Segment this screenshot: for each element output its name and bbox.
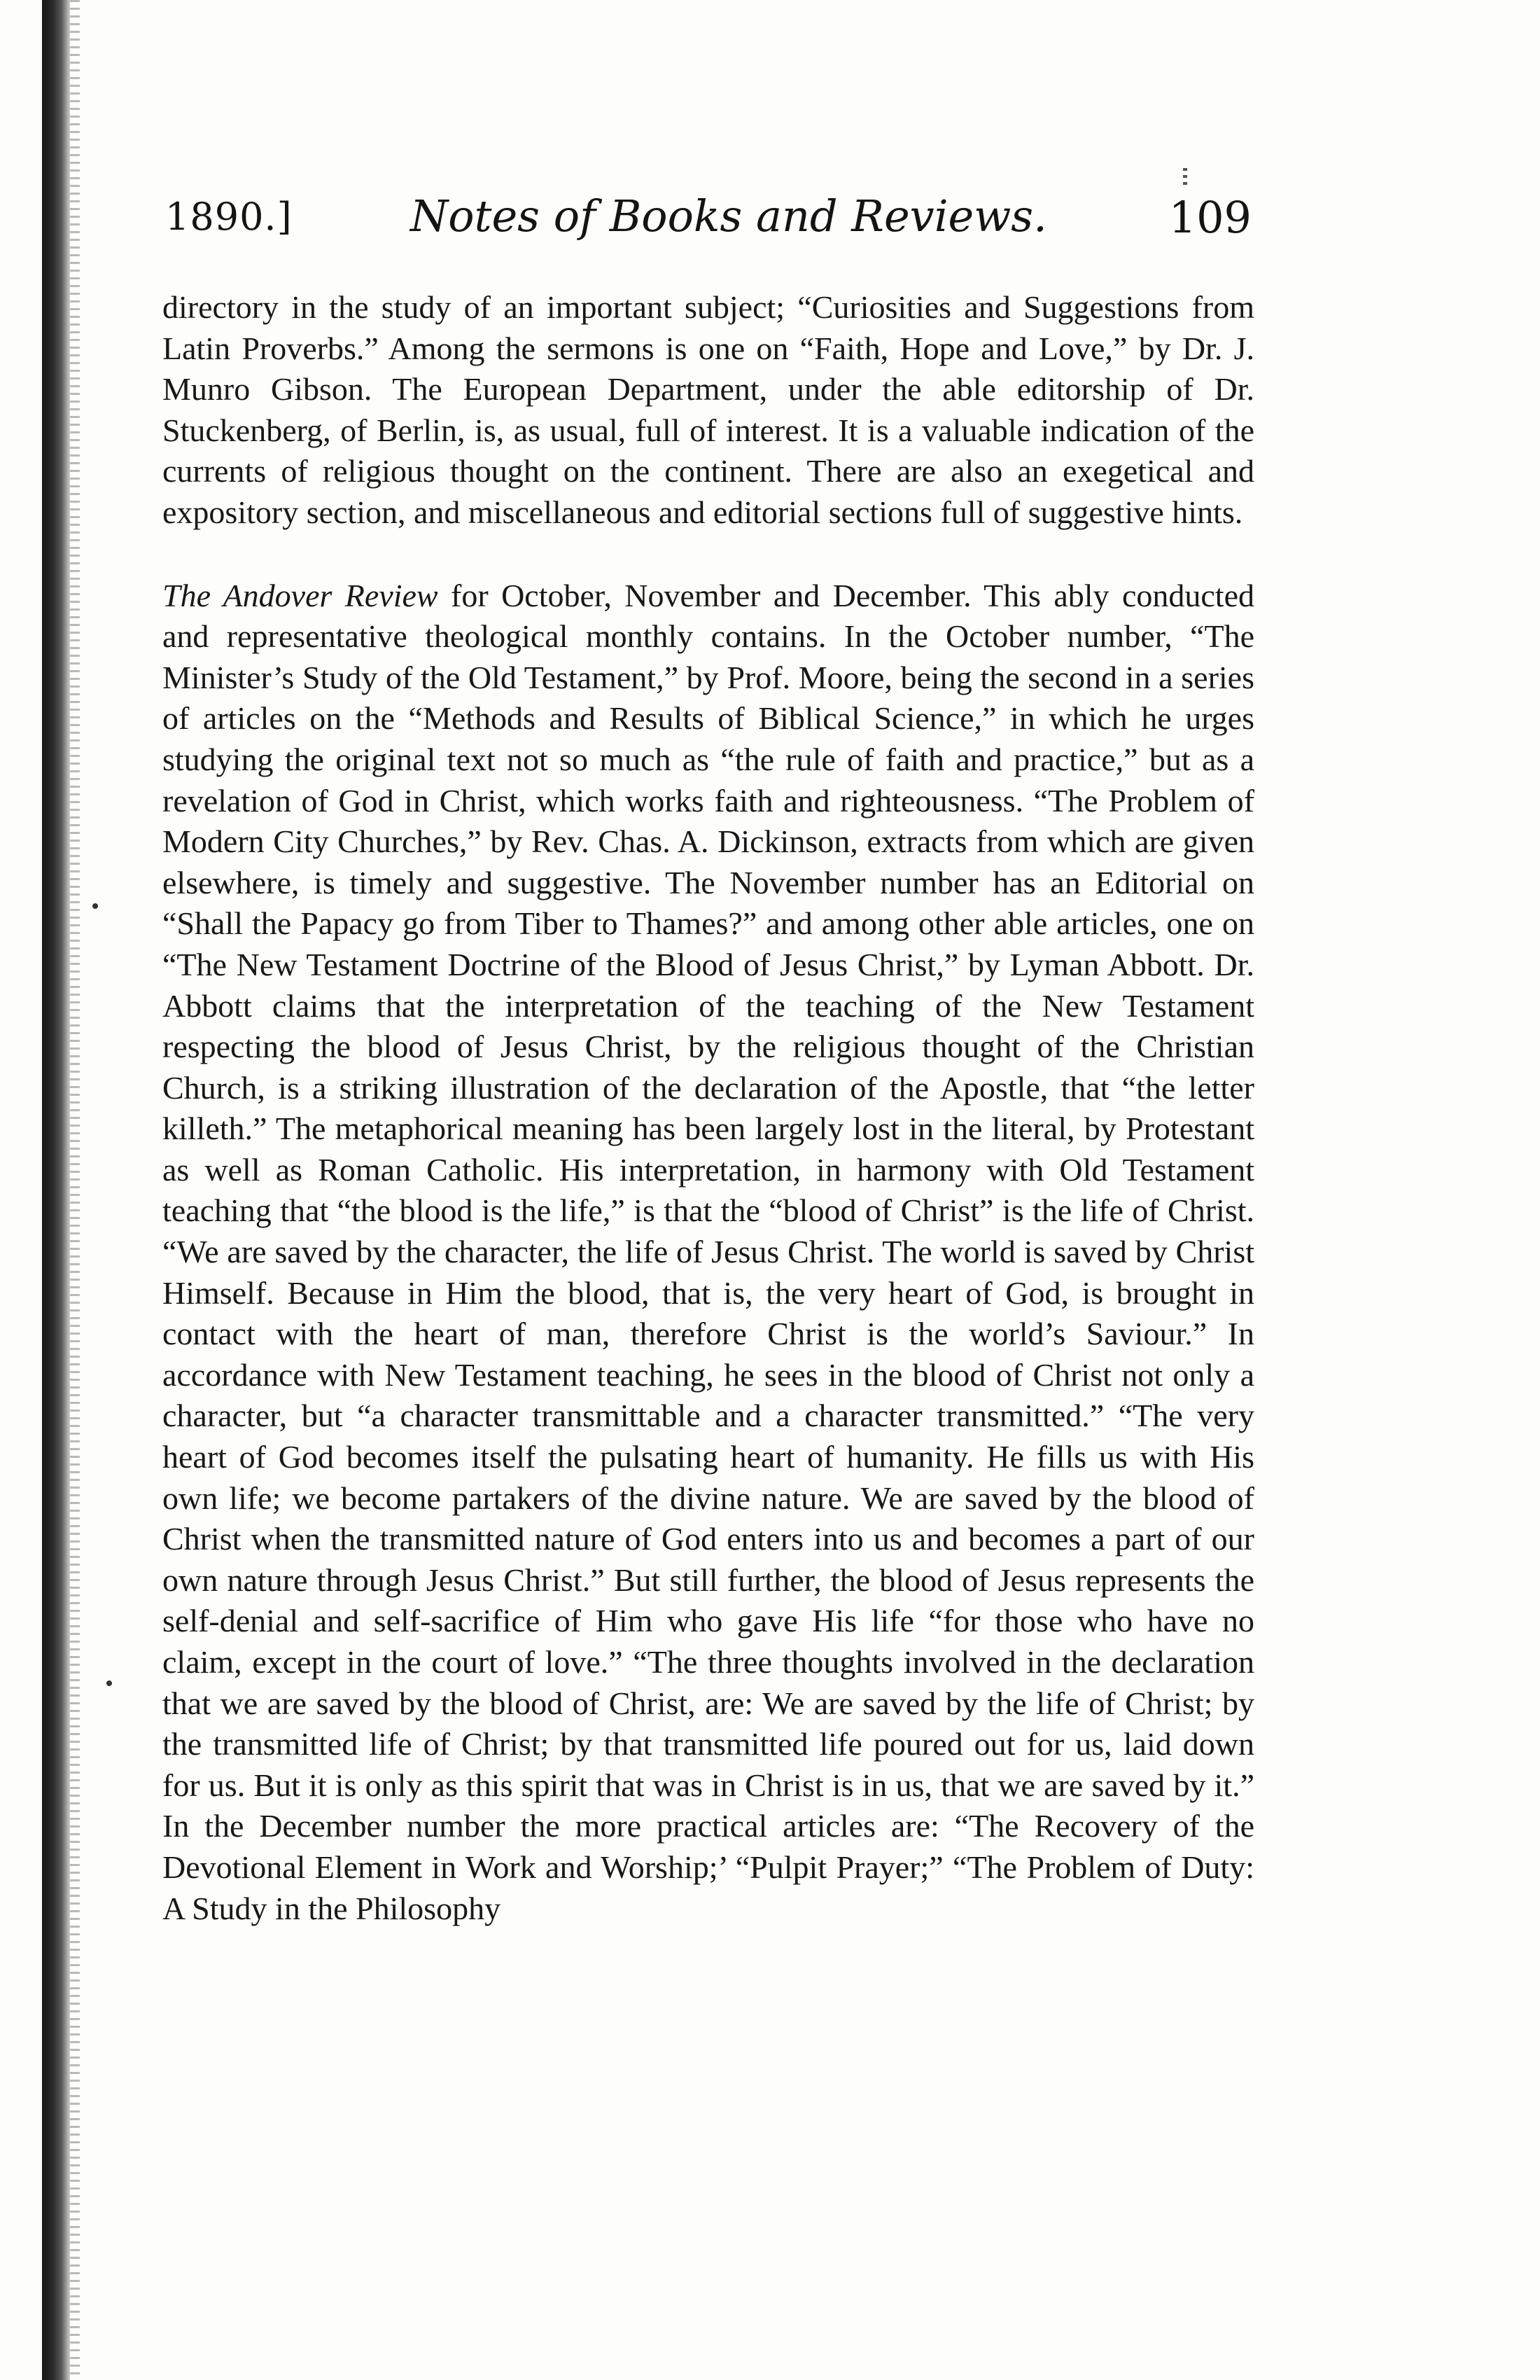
binding-shadow [70,0,80,2380]
paragraph-homiletic-continuation: directory in the study of an important subject; “Curiosities and Suggestions from Latin Proverbs.” Among the sermons is one on “Faith, Hope and Love,” by Dr. J. Munro Gibson. The European Department, under the able editorship of Dr. Stuckenberg, of Berlin, is, as usual, full of interest. It is a valuable indication of the currents of religious thought on the continent. There are also an exegetical and expository section, and miscellaneous and editorial sections full of suggestive hints. [162,289,1254,530]
page-number: 109 [1168,192,1252,243]
article-body [162,287,1254,1929]
journal-title: The Andover Review [162,577,438,613]
paragraph-andover-text: for October, November and December. This ably conducted and representative theological monthly contains. In the October number, “The Minister’s Study of the Old Testament,” by Prof. Moore, being the second in a series of articles on the “Methods and Results of Biblical Science,” in which he urges studying the original text not so much as “the rule of faith and practice,” but as a revelation of God in Christ, which works faith and righteousness. “The Problem of Modern City Churches,” by Rev. Chas. A. Dickinson, extracts from which are given elsewhere, is timely and suggestive. The November number has an Editorial on “Shall the Papacy go from Tiber to Thames?” and among other able articles, one on “The New Testament Doctrine of the Blood of Jesus Christ,” by Lyman Abbott. Dr. Abbott claims that the interpretation of the teaching of the New Testament respecting the blood of Jesus Christ, by the religious thought of the Christian Church, is a striking illustration of the declaration of the Apostle, that “the letter killeth.” The metaphorical meaning has been largely lost in the literal, by Protestant as well as Roman Catholic. His interpretation, in harmony with Old Testament teaching that “the blood is the life,” is that the “blood of Christ” is the life of Christ. “We are saved by the character, the life of Jesus Christ. The world is saved by Christ Himself. Because in Him the blood, that is, the very heart of God, is brought in contact with the heart of man, therefore Christ is the world’s Saviour.” In accordance with New Testament teaching, he sees in the blood of Christ not only a character, but “a character transmittable and a character transmitted.” “The very heart of God becomes itself the pulsating heart of humanity. He fills us with His own life; we become partakers of the divine nature. We are saved by the blood of Christ when the transmitted nature of God enters into us and becomes a part of our own nature through Jesus Christ.” But still further, the blood of Jesus represents the self-denial and self-sacrifice of Him who gave His life “for those who have no claim, except in the court of love.” “The three thoughts involved in the declaration that we are saved by the blood of Christ, are: We are saved by the life of Christ; by the transmitted life of Christ; by that transmitted life poured out for us, laid down for us. But it is only as this spirit that was in Christ is in us, that we are saved by it.” In the December number the more practical articles are: “The Recovery of the Devotional Element in Work and Worship;’ “Pulpit Prayer;” “The Problem of Duty: A Study in the Philosophy [162,577,1254,1926]
running-title: Notes of Books and Reviews. [410,190,1047,242]
header-year: 1890.] [165,195,293,239]
binding-edge [42,0,70,2380]
margin-dot [92,903,98,909]
paragraph-andover-review [162,576,1254,1930]
page-header [165,190,1252,253]
stray-mark [1183,168,1187,189]
margin-dot [106,1680,112,1686]
